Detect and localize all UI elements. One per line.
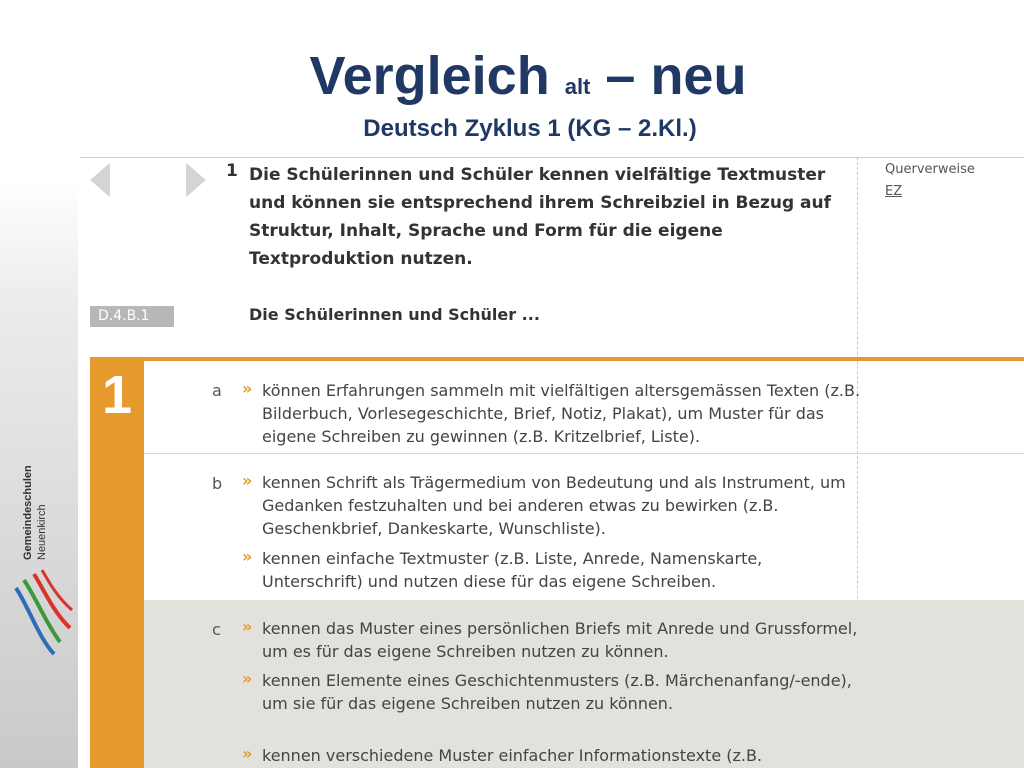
competence-text: Die Schülerinnen und Schüler kennen vielfältige Textmuster und können sie entsprechend ihrem Schreibziel in Bezug auf Struktur, Inhalt, Sprache und Form für die eigene Textproduktion nutzen. [249,165,832,269]
title-main-before: Vergleich [309,46,550,106]
competence-number: 1 [226,161,238,181]
item-text: kennen das Muster eines persönlichen Briefs mit Anrede und Grussformel, um es für das eigene Schreiben nutzen zu können. [262,619,858,661]
chevron-icon: » [242,547,253,566]
logo-text-secondary: Neuenkirch [36,504,48,560]
chevron-icon: » [242,471,253,490]
row-letter: a [212,381,222,400]
crossref-link[interactable]: EZ [885,184,903,199]
page-subtitle: Deutsch Zyklus 1 (KG – 2.Kl.) [363,115,697,142]
curriculum-document [80,157,1024,768]
title-alt: alt [564,74,591,99]
crossref-label: Querverweise [885,162,975,177]
item-text: kennen verschiedene Muster einfacher Informationstexte (z.B. [262,746,763,765]
previous-arrow-icon[interactable] [90,163,110,197]
top-divider [80,157,1024,158]
row-letter: b [212,474,223,493]
level-number: 1 [102,365,133,425]
title-main-after: – neu [605,46,747,106]
item-text: kennen Schrift als Trägermedium von Bedeutung und als Instrument, um Gedanken festzuhalten und bei anderen etwas zu bewirken (z.B. Geschenkbrief, Dankeskarte, Wunschliste). [262,473,846,538]
next-arrow-icon[interactable] [186,163,206,197]
chevron-icon: » [242,617,253,636]
logo-text-primary: Gemeindeschulen [22,465,34,560]
chevron-icon: » [242,744,253,763]
chevron-icon: » [242,379,253,398]
competence-row-b [144,453,1024,600]
item-text: kennen einfache Textmuster (z.B. Liste, Anrede, Namenskarte, Unterschrift) und nutzen diese für das eigene Schreiben. [262,549,763,591]
item-text: kennen Elemente eines Geschichtenmusters (z.B. Märchenanfang/-ende), um sie für das eigene Schreiben nutzen zu können. [262,671,852,713]
competence-row-c [144,600,1024,768]
row-letter: c [212,620,221,639]
competence-row-a [144,361,1024,453]
school-logo [14,440,74,660]
competence-code-badge: D.4.B.1 [90,306,174,327]
page-title [0,46,1024,117]
item-text: können Erfahrungen sammeln mit vielfältigen altersgemässen Texten (z.B. Bilderbuch, Vorlesegeschichte, Brief, Notiz, Plakat), um Muster für das eigene Schreiben zu gewinnen (z.B. Kritzelbrief, Liste). [262,381,861,446]
lead-in-text: Die Schülerinnen und Schüler ... [249,305,540,324]
logo-swoosh-icon [14,568,74,658]
chevron-icon: » [242,669,253,688]
